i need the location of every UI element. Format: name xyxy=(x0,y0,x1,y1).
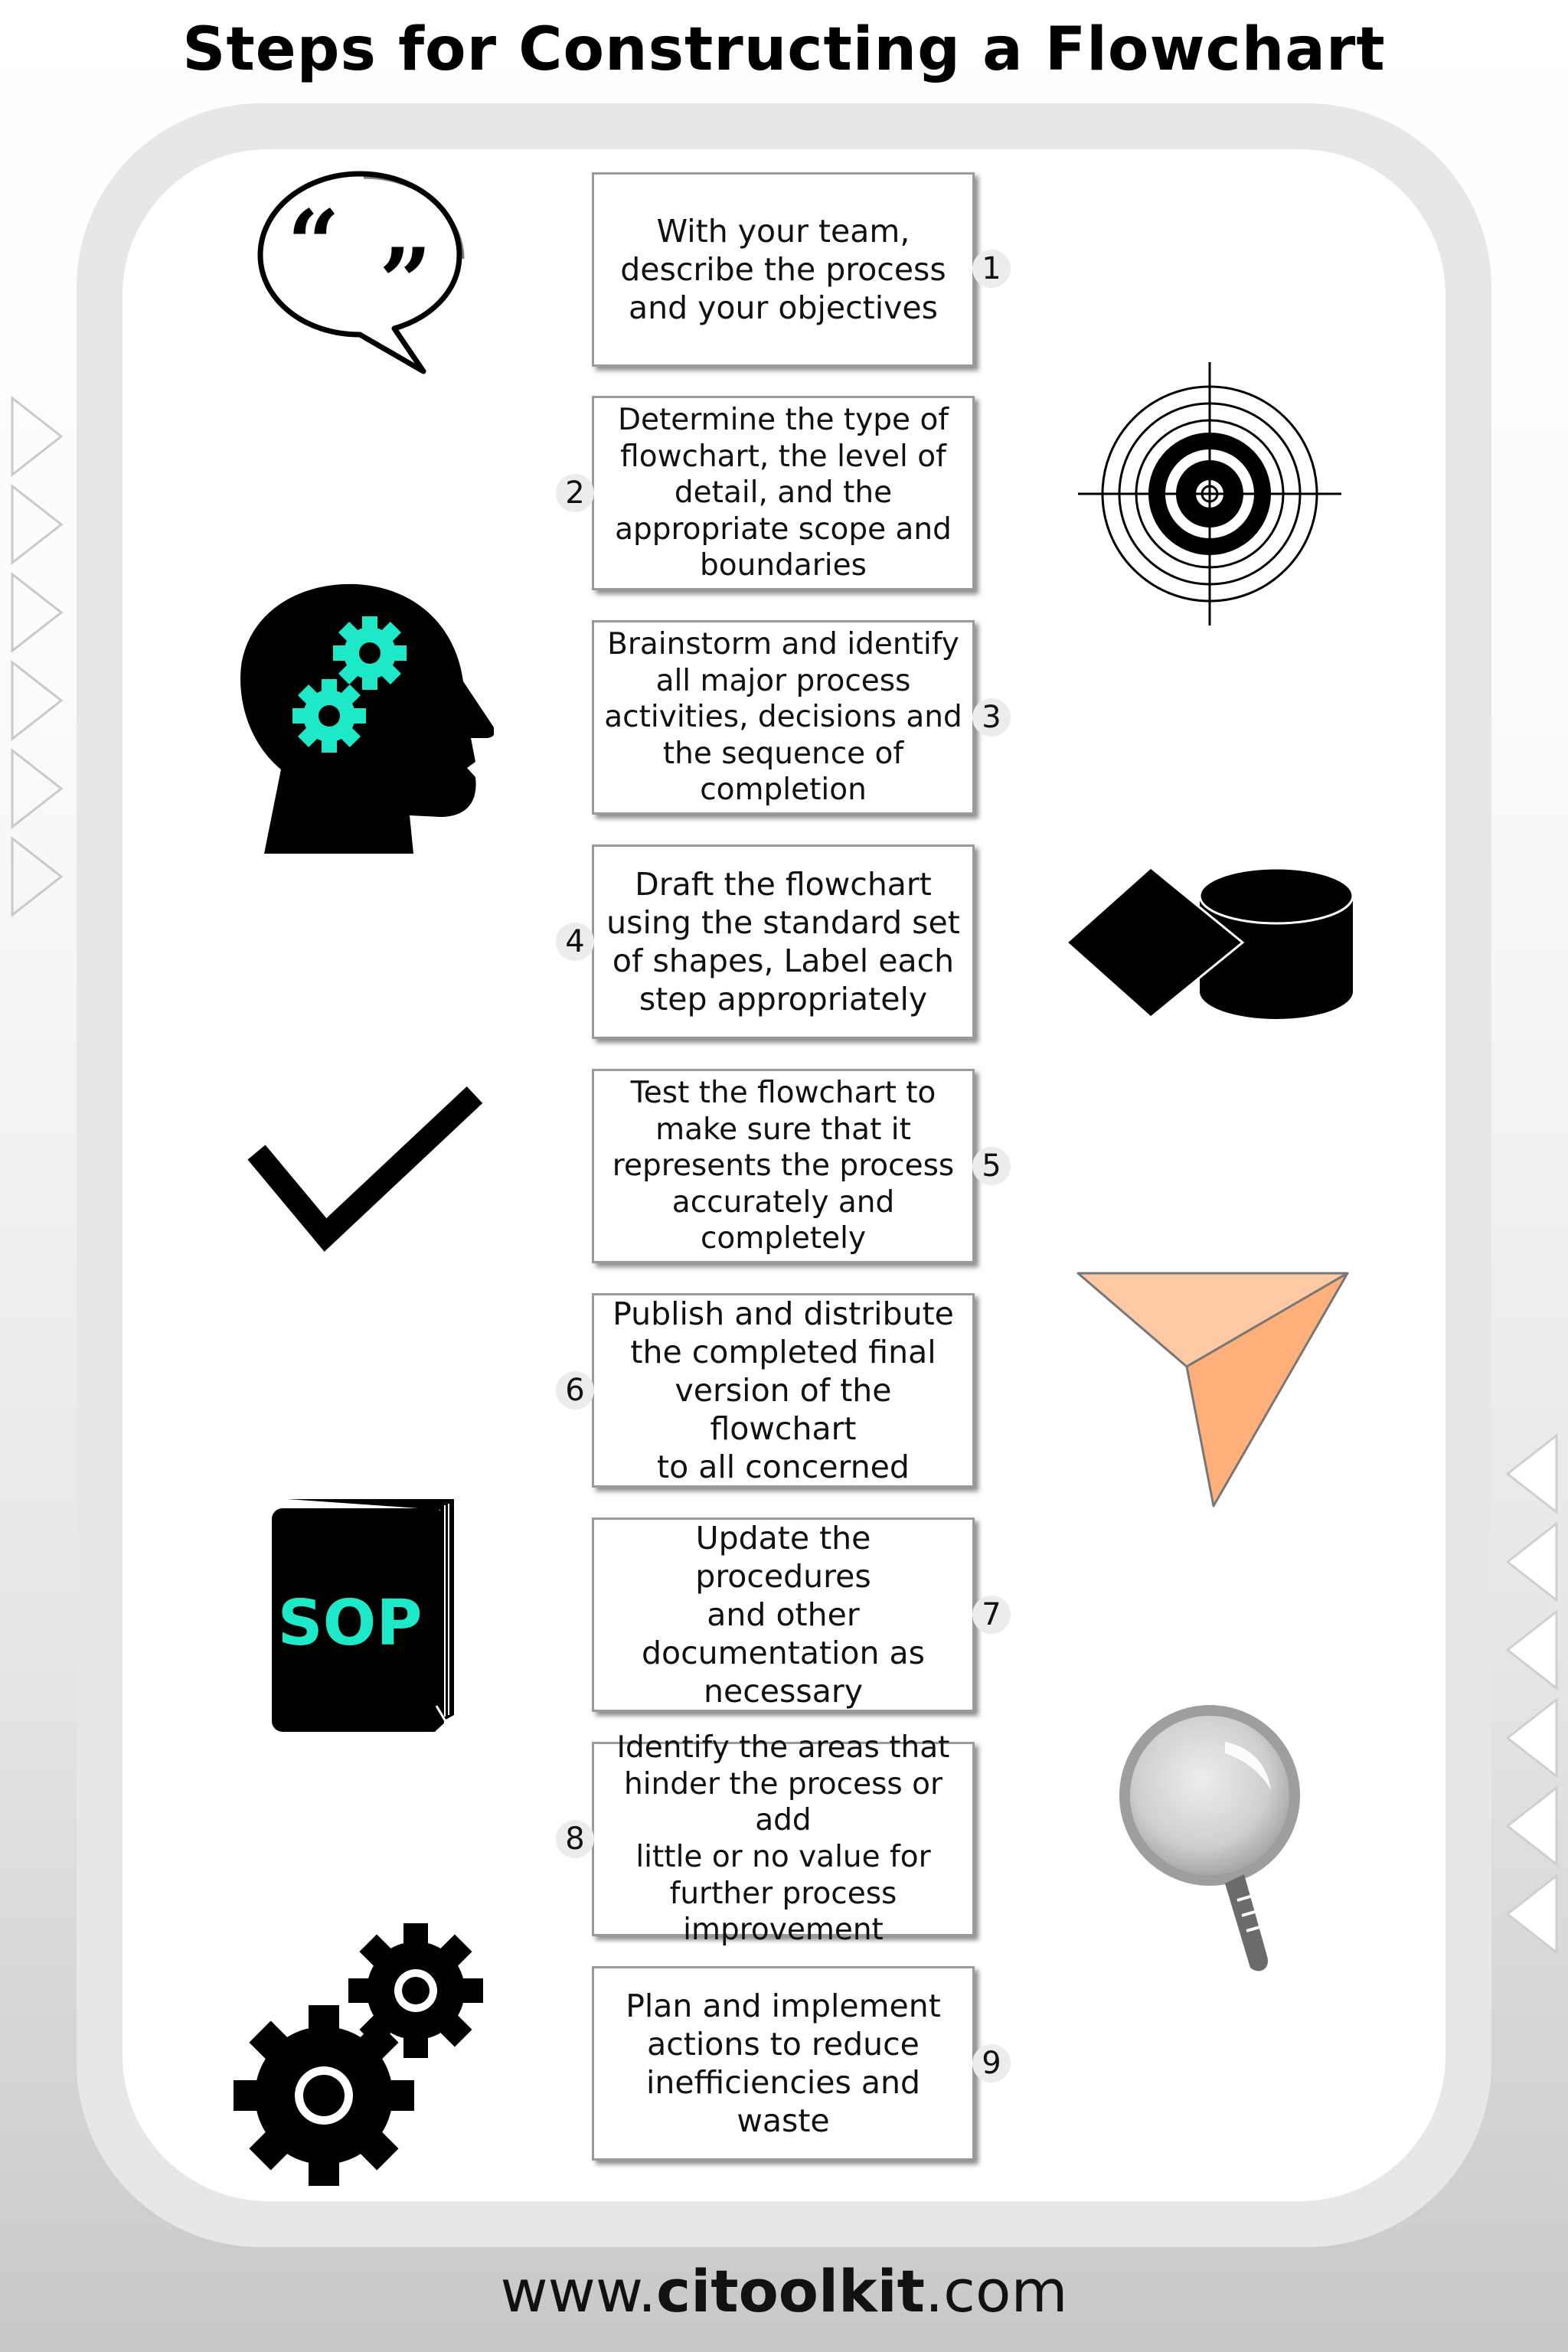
sop-label: SOP xyxy=(277,1587,423,1660)
footer-brand: citoolkit xyxy=(656,2257,925,2325)
step-3-number: 3 xyxy=(972,698,1011,737)
right-triangles-decoration xyxy=(1497,1432,1568,1960)
step-1-box xyxy=(592,172,975,367)
step-1-number: 1 xyxy=(972,250,1011,288)
step-1-text: With your team, describe the process and your objectives xyxy=(620,212,946,326)
step-4-number: 4 xyxy=(556,923,594,961)
step-6-text: Publish and distribute the completed final version of the flowchart to all concerned xyxy=(612,1295,954,1486)
checkmark-icon xyxy=(245,1083,482,1252)
step-5-text: Test the flowchart to make sure that it represents the process accurately and completely xyxy=(612,1076,955,1256)
footer-prefix: www. xyxy=(500,2257,657,2325)
step-5-box xyxy=(592,1069,975,1263)
step-7-text: Update the procedures and other documentation as necessary xyxy=(641,1519,926,1710)
step-6-number: 6 xyxy=(556,1371,594,1410)
step-9-box xyxy=(592,1966,975,2161)
step-3-text: Brainstorm and identify all major process activities, decisions and the sequence of completion xyxy=(604,627,962,808)
step-8-box xyxy=(592,1730,975,1948)
footer-suffix: .com xyxy=(925,2257,1068,2325)
step-8-number: 8 xyxy=(556,1820,594,1858)
head-gears-icon xyxy=(234,578,494,861)
step-7-box xyxy=(592,1517,975,1712)
shapes-icon xyxy=(1060,861,1363,1026)
page-title: Steps for Constructing a Flowchart xyxy=(182,15,1386,84)
step-2-box xyxy=(592,396,975,590)
target-icon xyxy=(1076,360,1344,628)
step-4-box xyxy=(592,844,975,1039)
step-2-text: Determine the type of flowchart, the level of detail, and the appropriate scope and boundaries xyxy=(615,403,952,583)
step-8-text: Identify the areas that hinder the process or add little or no value for further process improvement xyxy=(616,1730,950,1948)
step-9-number: 9 xyxy=(972,2044,1011,2082)
left-triangles-decoration xyxy=(0,394,69,923)
gears-icon xyxy=(234,1918,498,2186)
footer-url xyxy=(0,2257,1568,2325)
svg-text:“: “ xyxy=(287,190,341,298)
step-4-text: Draft the flowchart using the standard set of shapes, Label each step appropriately xyxy=(606,865,960,1018)
magnifier-icon xyxy=(1110,1700,1317,1983)
step-5-number: 5 xyxy=(972,1147,1011,1185)
speech-bubble-icon xyxy=(249,165,471,379)
step-2-number: 2 xyxy=(556,474,594,512)
paper-plane-icon xyxy=(1072,1267,1355,1512)
step-9-text: Plan and implement actions to reduce inefficiencies and waste xyxy=(626,1987,941,2140)
svg-text:”: ” xyxy=(379,228,433,336)
step-6-box xyxy=(592,1293,975,1488)
step-7-number: 7 xyxy=(972,1596,1011,1634)
step-3-box xyxy=(592,620,975,815)
sop-book-icon xyxy=(264,1493,459,1738)
